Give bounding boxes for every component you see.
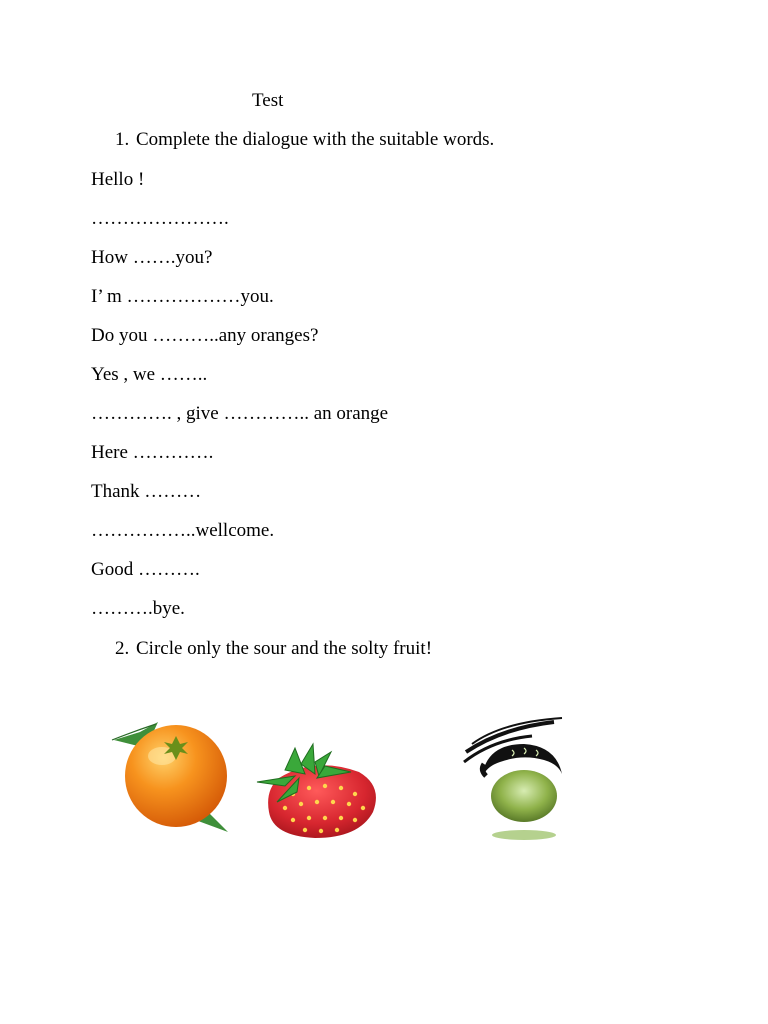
dialogue-line-1: Hello ! xyxy=(91,169,145,190)
dialogue-line-9: Thank ……… xyxy=(91,481,202,502)
dialogue-line-4: I’ m ………………you. xyxy=(91,286,274,307)
strawberry-image xyxy=(255,742,383,842)
task-1-number: 1. xyxy=(115,129,130,150)
dialogue-line-3: How …….you? xyxy=(91,247,213,268)
task-2-text: Circle only the sour and the solty fruit! xyxy=(136,638,433,659)
dialogue-line-8: Here …………. xyxy=(91,442,214,463)
task-1 xyxy=(115,129,494,151)
task-1-text: Complete the dialogue with the suitable words. xyxy=(136,129,495,150)
dialogue-line-7: …………. , give ………….. an orange xyxy=(91,403,389,424)
dialogue-line-5: Do you ………..any oranges? xyxy=(91,325,319,346)
task-2-number: 2. xyxy=(115,638,130,659)
dialogue-line-10: ……………..wellcome. xyxy=(91,520,275,541)
dialogue-line-2: …………………. xyxy=(91,208,229,229)
orange-image xyxy=(110,714,235,836)
dialogue-line-11: Good ………. xyxy=(91,559,200,580)
task-2 xyxy=(115,638,432,660)
dialogue-line-12: ……….bye. xyxy=(91,598,185,619)
dialogue-line-6: Yes , we …….. xyxy=(91,364,208,385)
page-title: Test xyxy=(252,90,284,111)
acorn-image xyxy=(462,714,572,844)
